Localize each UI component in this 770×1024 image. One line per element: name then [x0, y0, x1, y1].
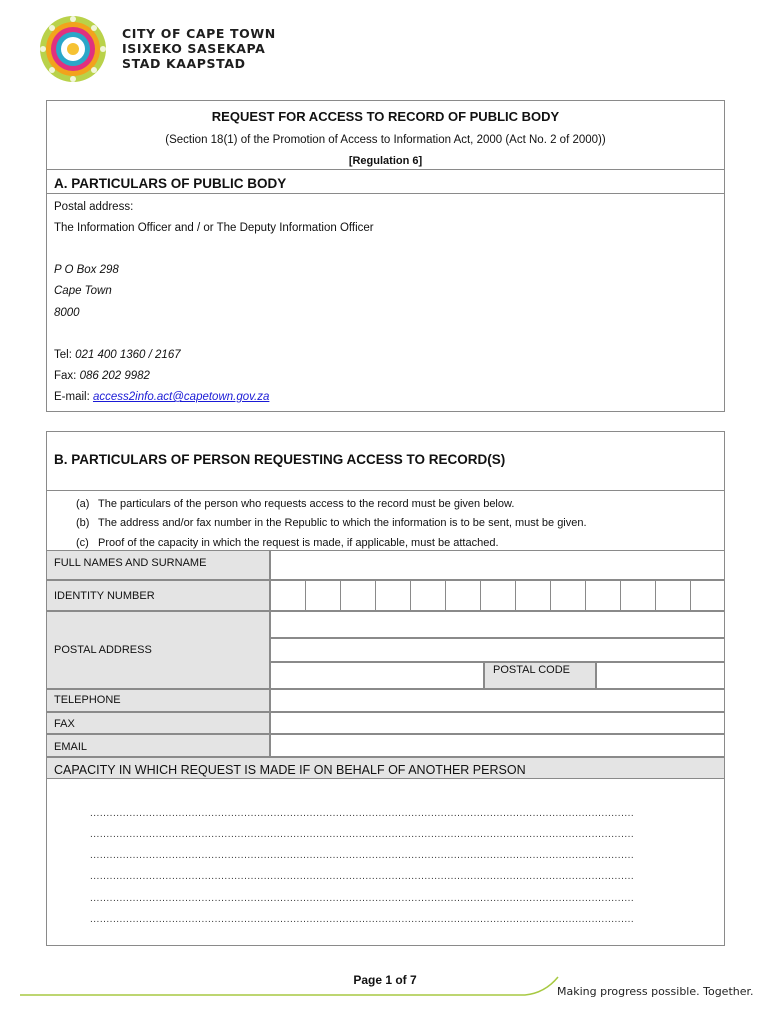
identity-digit-box[interactable]	[270, 580, 306, 611]
form-subtitle: (Section 18(1) of the Promotion of Access to Information Act, 2000 (Act No. 2 of 2000))	[165, 134, 606, 146]
email-line	[54, 391, 269, 403]
telephone-input[interactable]	[270, 689, 725, 712]
section-b-heading: B. PARTICULARS OF PERSON REQUESTING ACCESS TO RECORD(S)	[54, 452, 506, 467]
note-label: (a)	[76, 498, 90, 510]
identity-digit-box[interactable]	[375, 580, 411, 611]
fax-input[interactable]	[270, 712, 725, 734]
postal-address-label: Postal address:	[54, 201, 134, 213]
information-officer: The Information Officer and / or The Deputy Information Officer	[54, 222, 374, 234]
identity-digit-box[interactable]	[410, 580, 446, 611]
fax-field-label: FAX	[46, 712, 270, 734]
postal-address-line3-input[interactable]	[270, 662, 484, 689]
postal-code-input[interactable]	[596, 662, 725, 689]
full-names-label: FULL NAMES AND SURNAME	[46, 550, 270, 580]
email-input[interactable]	[270, 734, 725, 757]
org-name-line2: ISIXEKO SASEKAPA	[122, 41, 266, 56]
tel-value: 021 400 1360 / 2167	[75, 349, 181, 361]
identity-digit-box[interactable]	[445, 580, 481, 611]
email-link[interactable]: access2info.act@capetown.gov.za	[92, 391, 270, 403]
note-label: (c)	[76, 537, 89, 549]
form-regulation: [Regulation 6]	[348, 155, 423, 167]
identity-digit-box[interactable]	[655, 580, 691, 611]
postal-code-value: 8000	[54, 307, 80, 319]
note-label: (b)	[76, 517, 90, 529]
telephone-label: TELEPHONE	[46, 689, 270, 712]
full-names-input[interactable]	[270, 550, 725, 580]
note-text: The particulars of the person who requests access to the record must be given below.	[98, 498, 515, 510]
city: Cape Town	[54, 285, 112, 297]
identity-digit-box[interactable]	[515, 580, 551, 611]
identity-digit-box[interactable]	[690, 580, 725, 611]
postal-address-field-label: POSTAL ADDRESS	[46, 611, 270, 689]
capacity-line-3[interactable]: ......................................................................................................................................................................	[90, 850, 635, 861]
capacity-line-6[interactable]: ......................................................................................................................................................................	[90, 914, 635, 925]
form-title: REQUEST FOR ACCESS TO RECORD OF PUBLIC BODY	[211, 109, 560, 124]
identity-digit-box[interactable]	[305, 580, 341, 611]
page-number: Page 1 of 7	[353, 973, 417, 987]
identity-digit-box[interactable]	[340, 580, 376, 611]
footer-swoosh-icon	[20, 975, 560, 1000]
footer-slogan: Making progress possible. Together.	[557, 985, 754, 998]
postal-address-line1-input[interactable]	[270, 611, 725, 638]
section-a-heading: A. PARTICULARS OF PUBLIC BODY	[54, 176, 287, 191]
capacity-line-5[interactable]: ......................................................................................................................................................................	[90, 893, 635, 904]
email-field-label: EMAIL	[46, 734, 270, 757]
identity-digit-box[interactable]	[585, 580, 621, 611]
org-name-line3: STAD KAAPSTAD	[122, 56, 246, 71]
capacity-line-4[interactable]: ......................................................................................................................................................................	[90, 871, 635, 882]
capacity-heading: CAPACITY IN WHICH REQUEST IS MADE IF ON BEHALF OF ANOTHER PERSON	[46, 757, 725, 779]
identity-number-label: IDENTITY NUMBER	[46, 580, 270, 611]
email-label: E-mail:	[54, 391, 93, 403]
note-text: The address and/or fax number in the Republic to which the information is to be sent, must be given.	[98, 517, 587, 529]
postal-code-label: POSTAL CODE	[484, 662, 596, 689]
fax-line	[54, 370, 150, 382]
po-box: P O Box 298	[54, 264, 119, 276]
tel-label: Tel:	[54, 349, 76, 361]
identity-digit-box[interactable]	[480, 580, 516, 611]
postal-address-line2-input[interactable]	[270, 638, 725, 662]
note-text: Proof of the capacity in which the request is made, if applicable, must be attached.	[98, 537, 499, 549]
fax-label: Fax:	[54, 370, 80, 382]
capacity-line-1[interactable]: ......................................................................................................................................................................	[90, 808, 635, 819]
telephone-line	[54, 349, 181, 361]
identity-digit-box[interactable]	[550, 580, 586, 611]
city-logo-icon	[38, 14, 108, 84]
capacity-line-2[interactable]: ......................................................................................................................................................................	[90, 829, 635, 840]
identity-digit-box[interactable]	[620, 580, 656, 611]
fax-value: 086 202 9982	[79, 370, 150, 382]
organisation-name	[122, 26, 276, 71]
org-name-line1: CITY OF CAPE TOWN	[122, 26, 276, 41]
